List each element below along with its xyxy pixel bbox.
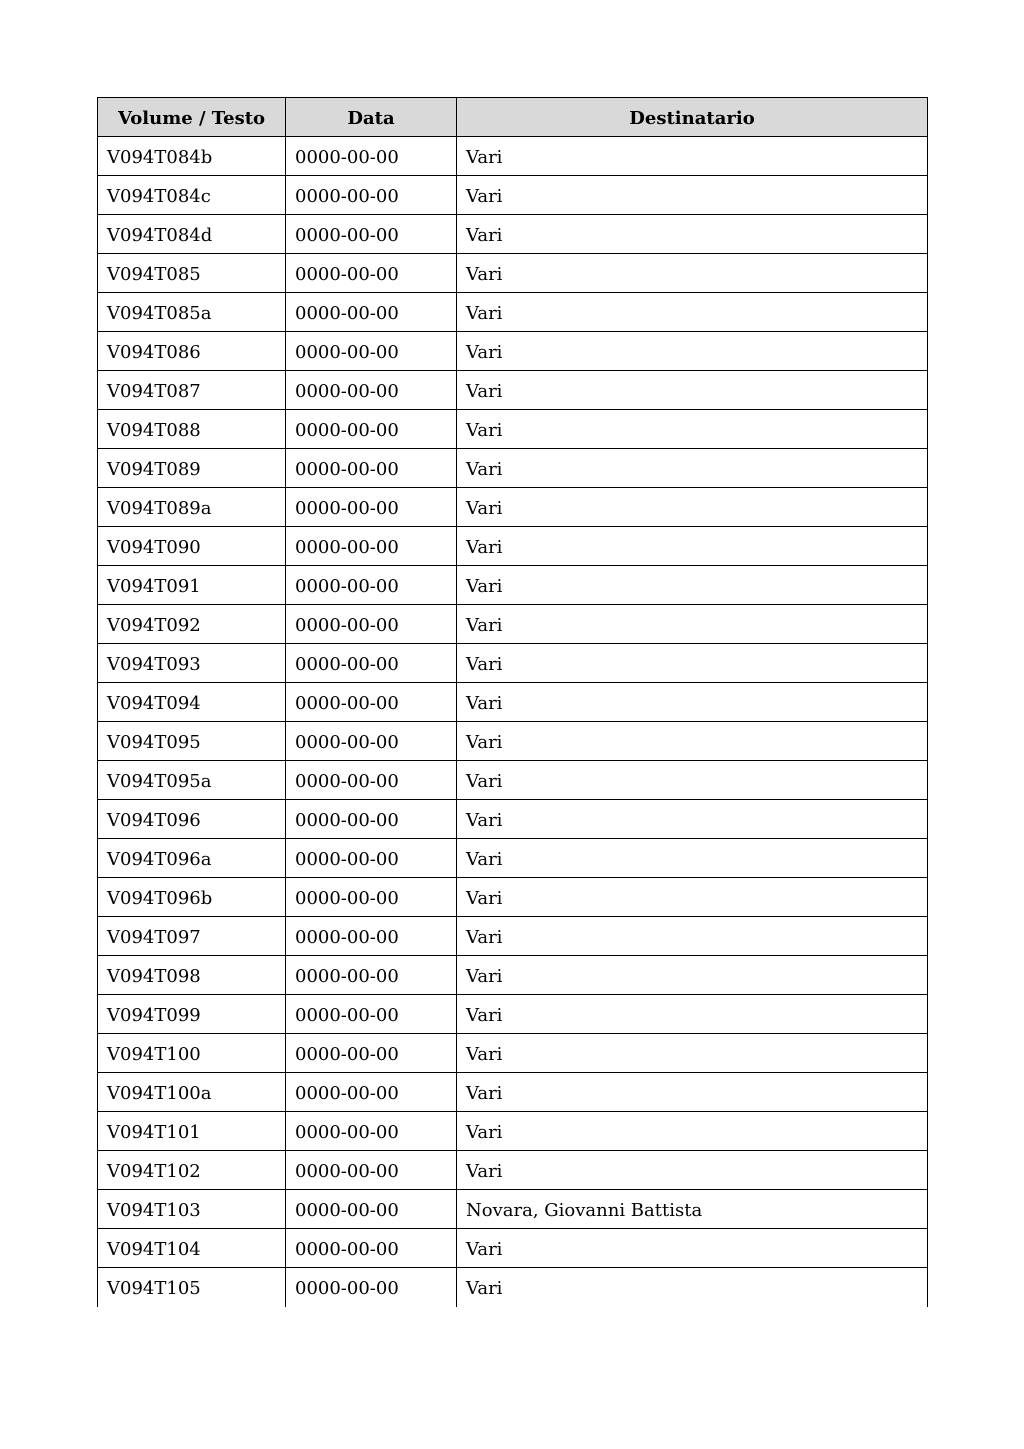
cell-destinatario: Vari: [457, 566, 928, 605]
table-row: [98, 1151, 928, 1190]
cell-volume-testo: V094T091: [98, 566, 286, 605]
cell-volume-testo: V094T098: [98, 956, 286, 995]
cell-destinatario: Novara, Giovanni Battista: [457, 1190, 928, 1229]
table-row: [98, 1229, 928, 1268]
cell-data: 0000-00-00: [286, 761, 457, 800]
cell-destinatario: Vari: [457, 878, 928, 917]
cell-destinatario: Vari: [457, 215, 928, 254]
table-row: [98, 293, 928, 332]
cell-destinatario: Vari: [457, 293, 928, 332]
cell-volume-testo: V094T094: [98, 683, 286, 722]
table-row: [98, 332, 928, 371]
cell-volume-testo: V094T103: [98, 1190, 286, 1229]
cell-destinatario: Vari: [457, 917, 928, 956]
cell-destinatario: Vari: [457, 410, 928, 449]
table-row: [98, 1268, 928, 1307]
table-row: [98, 683, 928, 722]
cell-destinatario: Vari: [457, 527, 928, 566]
cell-destinatario: Vari: [457, 956, 928, 995]
table-row: [98, 215, 928, 254]
cell-volume-testo: V094T084c: [98, 176, 286, 215]
cell-volume-testo: V094T087: [98, 371, 286, 410]
letters-table: [97, 97, 928, 1307]
cell-data: 0000-00-00: [286, 644, 457, 683]
cell-destinatario: Vari: [457, 449, 928, 488]
cell-destinatario: Vari: [457, 254, 928, 293]
table-header-row: [98, 98, 928, 137]
cell-data: 0000-00-00: [286, 293, 457, 332]
cell-data: 0000-00-00: [286, 332, 457, 371]
cell-volume-testo: V094T096a: [98, 839, 286, 878]
table-body: [98, 137, 928, 1307]
cell-volume-testo: V094T088: [98, 410, 286, 449]
cell-destinatario: Vari: [457, 176, 928, 215]
cell-destinatario: Vari: [457, 488, 928, 527]
cell-volume-testo: V094T101: [98, 1112, 286, 1151]
table-row: [98, 839, 928, 878]
table-row: [98, 995, 928, 1034]
cell-destinatario: Vari: [457, 1112, 928, 1151]
table-row: [98, 449, 928, 488]
cell-volume-testo: V094T100a: [98, 1073, 286, 1112]
cell-destinatario: Vari: [457, 761, 928, 800]
cell-data: 0000-00-00: [286, 527, 457, 566]
table-row: [98, 488, 928, 527]
table-row: [98, 371, 928, 410]
table-row: [98, 917, 928, 956]
cell-data: 0000-00-00: [286, 995, 457, 1034]
cell-volume-testo: V094T097: [98, 917, 286, 956]
cell-volume-testo: V094T092: [98, 605, 286, 644]
table-row: [98, 605, 928, 644]
cell-data: 0000-00-00: [286, 1151, 457, 1190]
table-row: [98, 410, 928, 449]
cell-data: 0000-00-00: [286, 215, 457, 254]
cell-destinatario: Vari: [457, 1229, 928, 1268]
cell-data: 0000-00-00: [286, 1190, 457, 1229]
cell-destinatario: Vari: [457, 1268, 928, 1307]
cell-data: 0000-00-00: [286, 371, 457, 410]
table-row: [98, 956, 928, 995]
cell-destinatario: Vari: [457, 332, 928, 371]
cell-volume-testo: V094T090: [98, 527, 286, 566]
cell-data: 0000-00-00: [286, 1034, 457, 1073]
cell-data: 0000-00-00: [286, 605, 457, 644]
cell-destinatario: Vari: [457, 137, 928, 176]
cell-data: 0000-00-00: [286, 137, 457, 176]
cell-destinatario: Vari: [457, 722, 928, 761]
cell-volume-testo: V094T085a: [98, 293, 286, 332]
table-row: [98, 1034, 928, 1073]
cell-data: 0000-00-00: [286, 683, 457, 722]
cell-destinatario: Vari: [457, 1034, 928, 1073]
cell-destinatario: Vari: [457, 605, 928, 644]
cell-volume-testo: V094T089: [98, 449, 286, 488]
cell-volume-testo: V094T084b: [98, 137, 286, 176]
cell-volume-testo: V094T084d: [98, 215, 286, 254]
cell-destinatario: Vari: [457, 1073, 928, 1112]
cell-volume-testo: V094T104: [98, 1229, 286, 1268]
cell-destinatario: Vari: [457, 839, 928, 878]
cell-destinatario: Vari: [457, 644, 928, 683]
cell-data: 0000-00-00: [286, 1112, 457, 1151]
cell-destinatario: Vari: [457, 371, 928, 410]
table-row: [98, 1190, 928, 1229]
table-row: [98, 1112, 928, 1151]
cell-destinatario: Vari: [457, 1151, 928, 1190]
cell-volume-testo: V094T095: [98, 722, 286, 761]
cell-data: 0000-00-00: [286, 449, 457, 488]
cell-data: 0000-00-00: [286, 800, 457, 839]
header-volume-testo: Volume / Testo: [98, 98, 286, 137]
cell-data: 0000-00-00: [286, 1229, 457, 1268]
cell-data: 0000-00-00: [286, 839, 457, 878]
table-row: [98, 137, 928, 176]
cell-volume-testo: V094T096: [98, 800, 286, 839]
cell-data: 0000-00-00: [286, 956, 457, 995]
cell-data: 0000-00-00: [286, 878, 457, 917]
cell-data: 0000-00-00: [286, 1268, 457, 1307]
header-destinatario: Destinatario: [457, 98, 928, 137]
cell-volume-testo: V094T099: [98, 995, 286, 1034]
table-row: [98, 1073, 928, 1112]
cell-volume-testo: V094T085: [98, 254, 286, 293]
cell-destinatario: Vari: [457, 683, 928, 722]
header-data: Data: [286, 98, 457, 137]
cell-data: 0000-00-00: [286, 722, 457, 761]
cell-data: 0000-00-00: [286, 566, 457, 605]
table-row: [98, 800, 928, 839]
table-row: [98, 566, 928, 605]
cell-data: 0000-00-00: [286, 176, 457, 215]
cell-data: 0000-00-00: [286, 410, 457, 449]
table-row: [98, 176, 928, 215]
cell-volume-testo: V094T102: [98, 1151, 286, 1190]
cell-volume-testo: V094T096b: [98, 878, 286, 917]
cell-data: 0000-00-00: [286, 488, 457, 527]
cell-volume-testo: V094T105: [98, 1268, 286, 1307]
cell-data: 0000-00-00: [286, 254, 457, 293]
table-row: [98, 254, 928, 293]
table-row: [98, 644, 928, 683]
cell-data: 0000-00-00: [286, 917, 457, 956]
table-row: [98, 761, 928, 800]
cell-data: 0000-00-00: [286, 1073, 457, 1112]
cell-volume-testo: V094T086: [98, 332, 286, 371]
cell-destinatario: Vari: [457, 995, 928, 1034]
cell-volume-testo: V094T089a: [98, 488, 286, 527]
table-row: [98, 527, 928, 566]
cell-destinatario: Vari: [457, 800, 928, 839]
cell-volume-testo: V094T093: [98, 644, 286, 683]
cell-volume-testo: V094T095a: [98, 761, 286, 800]
table-row: [98, 878, 928, 917]
table-row: [98, 722, 928, 761]
cell-volume-testo: V094T100: [98, 1034, 286, 1073]
